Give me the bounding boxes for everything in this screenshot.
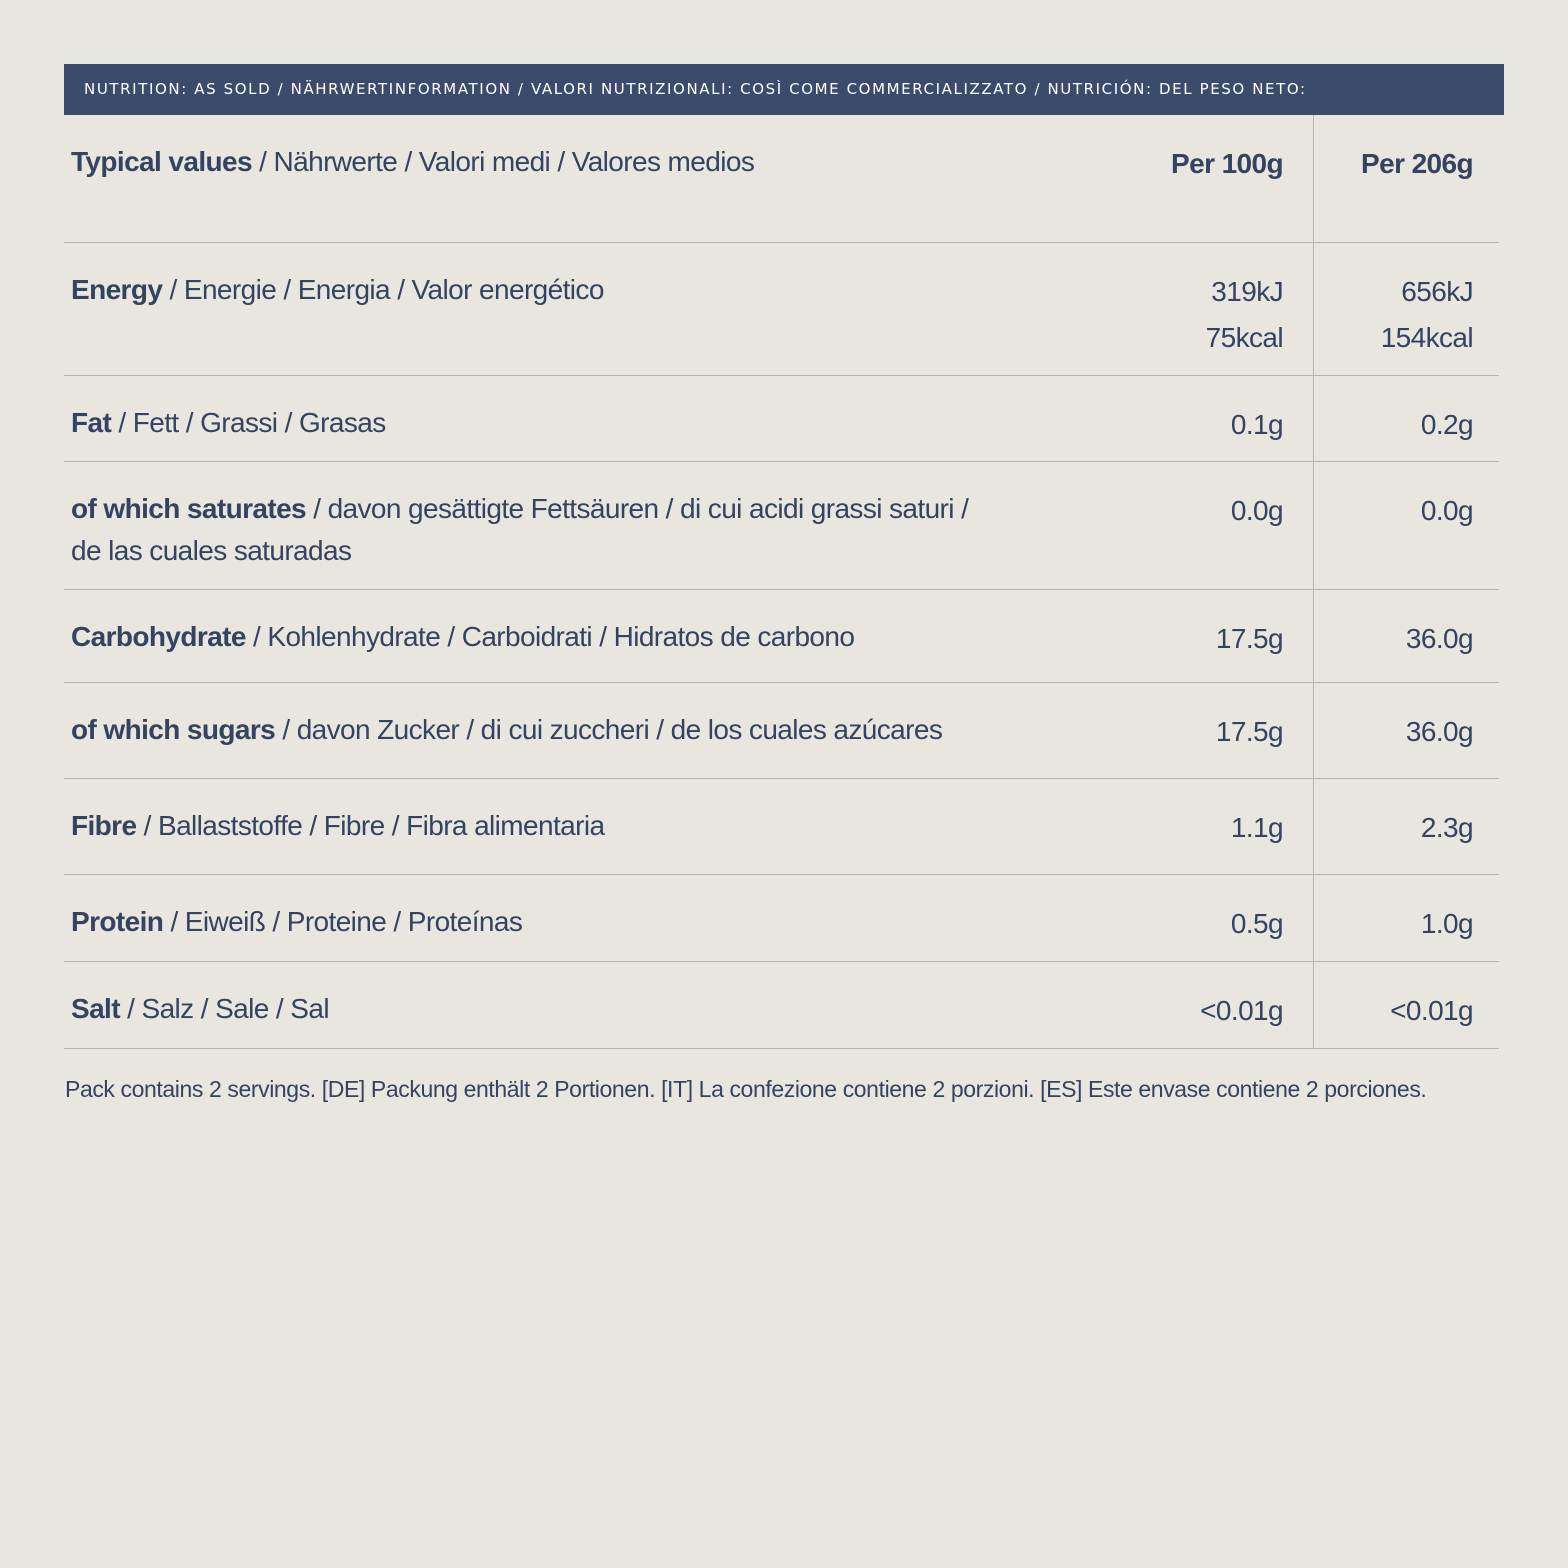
saturates-per-serving: 0.0g — [1420, 495, 1473, 526]
fat-per-serving: 0.2g — [1420, 409, 1473, 440]
row-label-bold: Protein — [71, 906, 164, 937]
table-row-fibre — [64, 779, 1499, 875]
table-header-row — [64, 115, 1499, 243]
header-label — [64, 115, 1146, 242]
fat-per-100g: 0.1g — [1146, 376, 1314, 461]
row-label — [64, 779, 1146, 874]
row-label-rest: / Salz / Sale / Sal — [119, 993, 329, 1024]
row-label-rest: / Ballaststoffe / Fibre / Fibra alimentaria — [136, 810, 605, 841]
header-label-bold: Typical values — [71, 146, 252, 177]
row-label-line2: de las cuales saturadas — [71, 535, 352, 566]
servings-footnote: Pack contains 2 servings. [DE] Packung enthält 2 Portionen. [IT] La confezione contiene 2 porzioni. [ES] Este envase contiene 2 porciones. — [65, 1076, 1427, 1102]
row-label — [64, 590, 1146, 682]
row-label-rest: / Energie / Energia / Valor energético — [162, 274, 604, 305]
row-label — [64, 962, 1146, 1048]
table-row-carbohydrate — [64, 590, 1499, 683]
energy-kcal-per-serving: 154kcal — [1380, 322, 1473, 353]
row-label-bold: of which sugars — [71, 714, 276, 745]
carbohydrate-per-100g: 17.5g — [1146, 590, 1314, 682]
nutrition-banner: NUTRITION: AS SOLD / NÄHRWERTINFORMATION / VALORI NUTRIZIONALI: COSÌ COME COMMERCIALIZZATO / NUTRICIÓN: DEL PESO NETO: — [64, 64, 1504, 115]
table-row-sugars — [64, 683, 1499, 779]
carbohydrate-per-serving: 36.0g — [1405, 623, 1473, 654]
protein-per-100g: 0.5g — [1146, 875, 1314, 961]
row-label — [64, 875, 1146, 961]
header-per-serving: Per 206g — [1361, 148, 1473, 179]
row-label — [64, 376, 1146, 461]
salt-per-serving: <0.01g — [1390, 995, 1473, 1026]
energy-kj-per-serving: 656kJ — [1401, 276, 1473, 307]
table-row-energy — [64, 243, 1499, 376]
table-row-protein — [64, 875, 1499, 962]
row-label — [64, 683, 1146, 778]
table-row-saturates — [64, 462, 1499, 590]
row-label-bold: Salt — [71, 993, 120, 1024]
fibre-per-serving: 2.3g — [1420, 812, 1473, 843]
salt-per-100g: <0.01g — [1146, 962, 1314, 1048]
table-row-fat — [64, 376, 1499, 462]
row-label-bold: of which saturates — [71, 493, 307, 524]
nutrition-panel — [64, 64, 1504, 1049]
row-label-rest: / Kohlenhydrate / Carboidrati / Hidratos de carbono — [245, 621, 855, 652]
row-label — [64, 243, 1146, 375]
row-label-rest: / Fett / Grassi / Grasas — [111, 407, 386, 438]
row-label-bold: Carbohydrate — [71, 621, 246, 652]
row-label-rest: / davon gesättigte Fettsäuren / di cui acidi grassi saturi / — [306, 493, 969, 524]
energy-per-100g — [1146, 243, 1314, 375]
header-per-100g: Per 100g — [1146, 115, 1314, 242]
table-row-salt — [64, 962, 1499, 1049]
nutrition-table — [64, 115, 1499, 1049]
saturates-per-100g: 0.0g — [1146, 462, 1314, 589]
row-label-bold: Fibre — [71, 810, 137, 841]
energy-kcal-per-100g: 75kcal — [1205, 322, 1283, 353]
row-label-bold: Fat — [71, 407, 112, 438]
header-label-rest: / Nährwerte / Valori medi / Valores medios — [251, 146, 755, 177]
sugars-per-serving: 36.0g — [1405, 716, 1473, 747]
energy-per-serving — [1314, 243, 1499, 375]
row-label-rest: / Eiweiß / Proteine / Proteínas — [163, 906, 523, 937]
energy-kj-per-100g: 319kJ — [1211, 276, 1283, 307]
protein-per-serving: 1.0g — [1420, 908, 1473, 939]
row-label-bold: Energy — [71, 274, 163, 305]
fibre-per-100g: 1.1g — [1146, 779, 1314, 874]
row-label — [64, 462, 1146, 589]
sugars-per-100g: 17.5g — [1146, 683, 1314, 778]
row-label-rest: / davon Zucker / di cui zuccheri / de los cuales azúcares — [275, 714, 943, 745]
